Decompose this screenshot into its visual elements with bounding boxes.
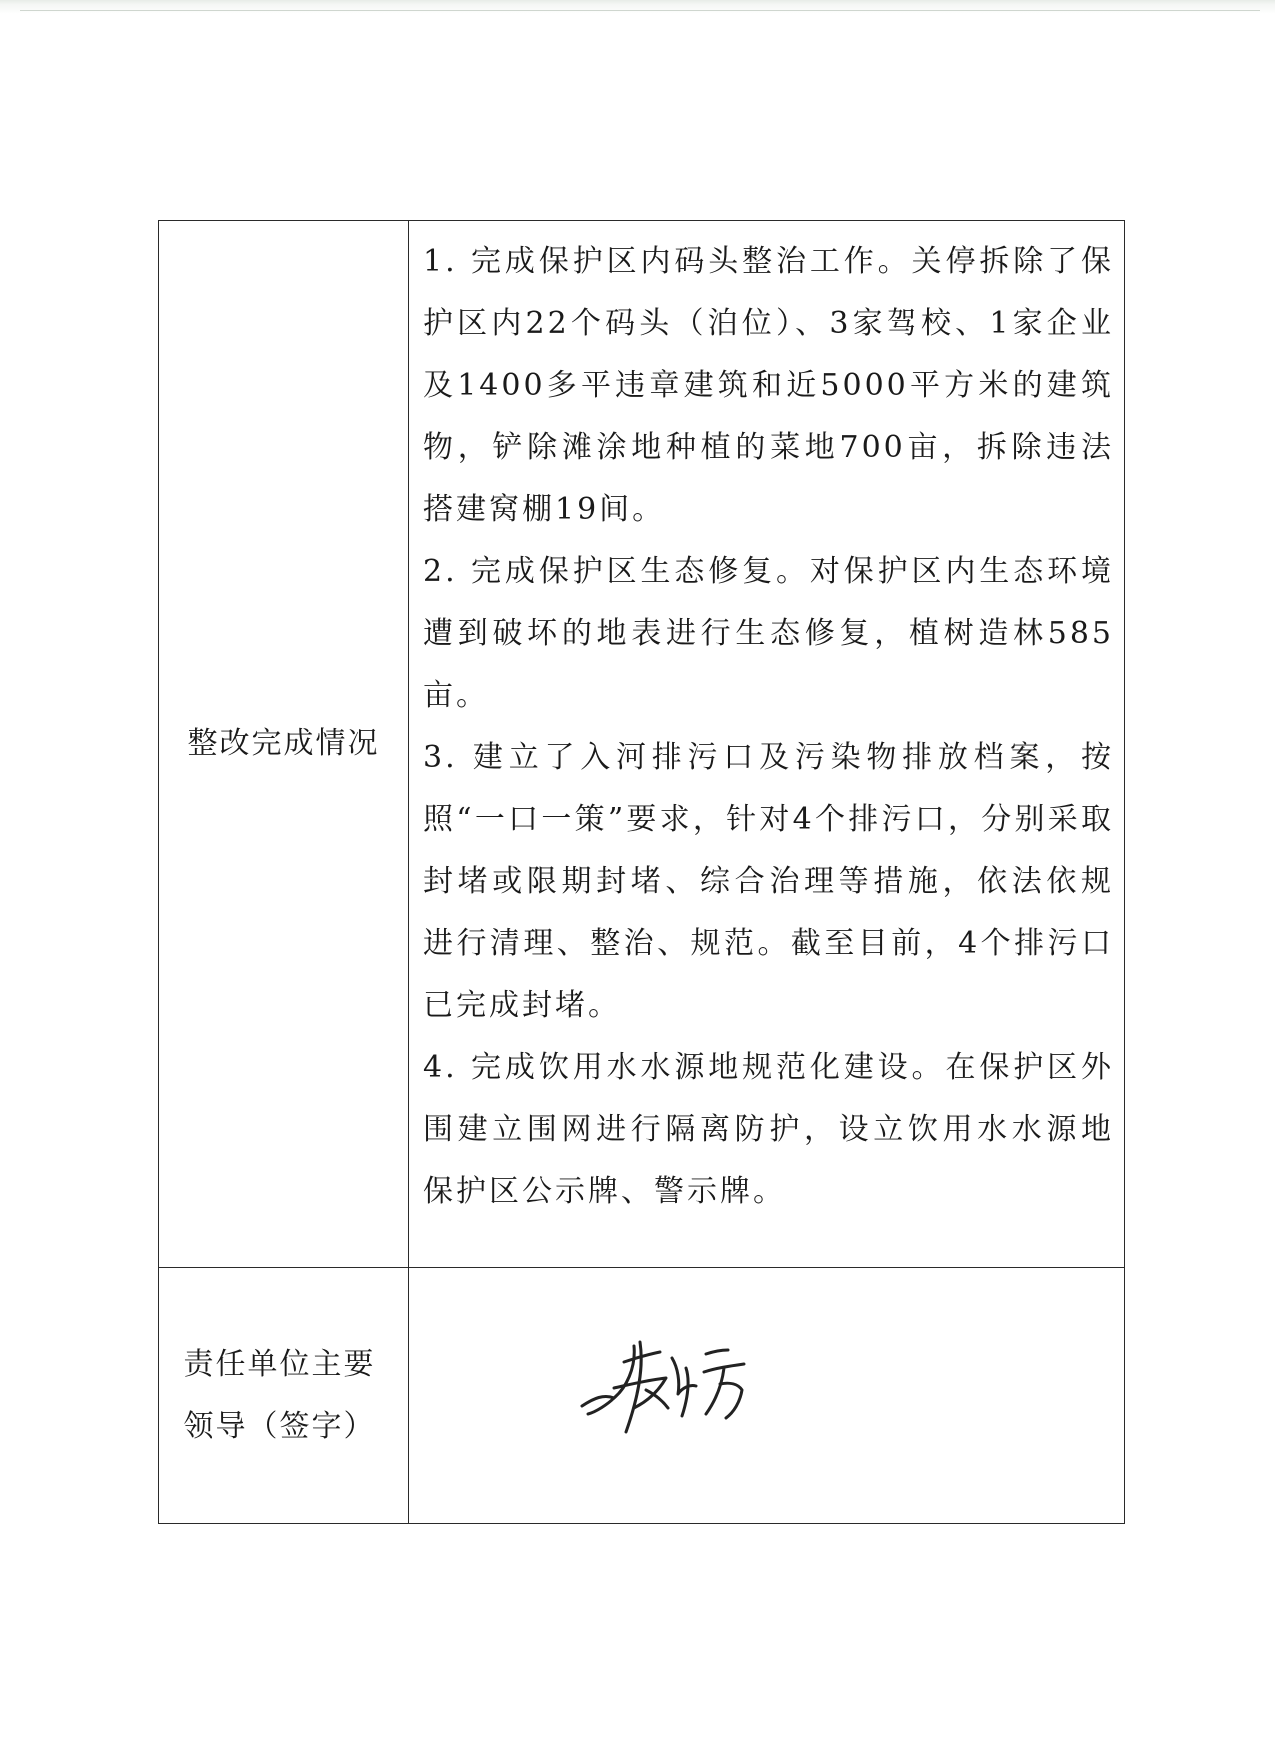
- scan-edge: [0, 0, 1275, 14]
- completion-row: [159, 221, 1125, 1268]
- completion-item-3: 3. 建立了入河排污口及污染物排放档案，按照“一口一策”要求，针对4个排污口，分别采取封堵或限期封堵、综合治理等措施，依法依规进行清理、整治、规范。截至目前，4个排污口已完成封堵。: [423, 740, 1114, 1023]
- completion-item-1: 1. 完成保护区内码头整治工作。关停拆除了保护区内22个码头（泊位）、3家驾校、1家企业及1400多平违章建筑和近5000平方米的建筑物，铲除滩涂地种植的菜地700亩，拆除违法搭建窝棚19间。: [423, 244, 1114, 527]
- completion-content-cell: [409, 221, 1125, 1268]
- leader-label-line2: 领导（签字）: [183, 1408, 376, 1444]
- handwritten-signature: [574, 1328, 764, 1448]
- leader-signature-row: [159, 1268, 1125, 1524]
- signature-cell: [409, 1268, 1125, 1524]
- scan-line: [20, 10, 1260, 11]
- rectification-form-table: [158, 220, 1125, 1524]
- completion-label: 整改完成情况: [187, 726, 380, 761]
- completion-label-cell: [159, 221, 409, 1268]
- leader-label-cell: [159, 1268, 409, 1524]
- completion-item-2: 2. 完成保护区生态修复。对保护区内生态环境遭到破坏的地表进行生态修复，植树造林585亩。: [423, 554, 1114, 713]
- leader-label: [184, 1334, 384, 1458]
- completion-item-4: 4. 完成饮用水水源地规范化建设。在保护区外围建立围网进行隔离防护，设立饮用水水源地保护区公示牌、警示牌。: [423, 1050, 1114, 1209]
- leader-label-line1: 责任单位主要: [183, 1346, 376, 1382]
